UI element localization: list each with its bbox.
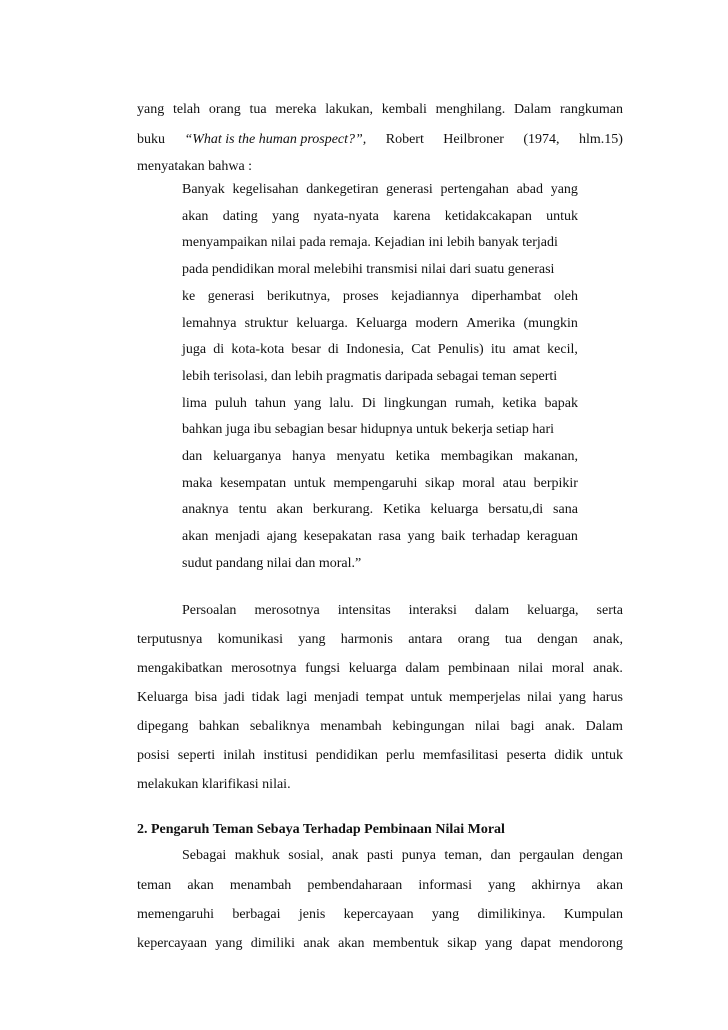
word: sana <box>553 502 578 517</box>
para2-line-1 <box>182 846 623 866</box>
text: lebih terisolasi, dan lebih pragmatis daripada sebagai teman seperti <box>182 369 558 384</box>
word: rasa <box>378 529 401 544</box>
word: berikutnya, <box>266 289 331 304</box>
word: yang <box>488 878 516 893</box>
para2-line-3 <box>137 905 623 925</box>
word: Keluarga <box>356 316 408 331</box>
word: Di <box>361 396 376 411</box>
word: orang <box>457 632 490 647</box>
word: yang <box>294 396 322 411</box>
word: bisa <box>194 690 218 705</box>
word: makanan, <box>523 449 578 464</box>
word: keluarga, <box>527 603 579 618</box>
word: yang <box>407 529 435 544</box>
word: tahun <box>254 396 286 411</box>
word: kesepakatan <box>303 529 372 544</box>
word: keluarga <box>348 661 397 676</box>
word: yang <box>215 936 243 951</box>
word: kegelisahan <box>232 182 299 197</box>
word: Dalam <box>513 102 552 117</box>
word: membentuk <box>372 936 439 951</box>
word: membagikan <box>440 449 514 464</box>
word: akan <box>182 209 209 224</box>
word: puluh <box>214 396 247 411</box>
word: menjadi <box>214 529 261 544</box>
word: struktur <box>244 316 289 331</box>
word: yang <box>431 907 460 922</box>
word: anak. <box>593 661 623 676</box>
word: moral <box>462 476 495 491</box>
word: dimiliki <box>250 936 296 951</box>
para2-line-2 <box>137 876 623 896</box>
word: menghilang. <box>435 102 506 117</box>
word: berpikir <box>533 476 578 491</box>
word: keluarga <box>430 502 479 517</box>
word: merosotnya <box>254 603 320 618</box>
word: dankegetiran <box>306 182 379 197</box>
word: bersatu,di <box>488 502 544 517</box>
word: ketika <box>395 449 430 464</box>
word: komunikasi <box>217 632 283 647</box>
word: dapat <box>520 936 551 951</box>
word: lagi <box>286 690 308 705</box>
word: informasi <box>418 878 473 893</box>
word: Indonesia, <box>346 342 405 357</box>
word: akan <box>187 878 214 893</box>
word: Cat <box>411 342 431 357</box>
word: baik <box>441 529 466 544</box>
quote-line-6 <box>182 314 578 334</box>
word: kecil, <box>547 342 578 357</box>
para1-line-1 <box>182 601 623 621</box>
word: yang <box>272 209 300 224</box>
word: yang <box>558 690 586 705</box>
word: untuk <box>546 209 578 224</box>
word: terhadap <box>471 529 521 544</box>
word: memengaruhi <box>137 907 214 922</box>
word: anaknya <box>182 502 229 517</box>
text: menyatakan bahwa : <box>137 159 253 174</box>
word: akhirnya <box>531 878 581 893</box>
word: merosotnya <box>231 661 297 676</box>
word: generasi <box>386 182 433 197</box>
word: kebingungan <box>392 719 465 734</box>
intro-line-2 <box>137 130 623 150</box>
word: telah <box>172 102 201 117</box>
word: Amerika <box>466 316 516 331</box>
word: dengan <box>537 632 578 647</box>
word: yang <box>485 936 513 951</box>
word: teman, <box>444 848 483 863</box>
word: sosial, <box>288 848 324 863</box>
text: bahkan juga ibu sebagian besar hidupnya untuk bekerja setiap hari <box>182 422 555 437</box>
quote-line-9 <box>182 394 578 414</box>
word: akan <box>182 529 209 544</box>
word: punya <box>401 848 436 863</box>
word: oleh <box>553 289 578 304</box>
word: kepercayaan <box>343 907 414 922</box>
word: generasi <box>207 289 255 304</box>
word: lingkungan <box>383 396 447 411</box>
word: jadi <box>223 690 245 705</box>
book-title: “What is the human prospect?”, <box>184 132 367 147</box>
word: rangkuman <box>559 102 623 117</box>
word: menambah <box>320 719 382 734</box>
word: hanya <box>292 449 326 464</box>
word: untuk <box>591 748 623 763</box>
intro-line-3 <box>137 157 623 177</box>
word: serta <box>596 603 623 618</box>
quote-line-8 <box>182 367 578 387</box>
word: Sebagai <box>182 848 227 863</box>
word: kepercayaan <box>137 936 207 951</box>
word: dan <box>490 848 511 863</box>
word: Heilbroner <box>443 132 504 147</box>
quote-line-1 <box>182 180 578 200</box>
word: nilai <box>475 719 500 734</box>
word: memfasilitasi <box>422 748 499 763</box>
word: nilai <box>518 661 544 676</box>
word: makhuk <box>234 848 280 863</box>
word: proses <box>342 289 379 304</box>
word: atau <box>502 476 526 491</box>
quote-line-14 <box>182 527 578 547</box>
para1-line-2 <box>137 630 623 650</box>
word: Robert <box>385 132 424 147</box>
text: menyampaikan nilai pada remaja. Kejadian ini lebih banyak terjadi <box>182 235 558 250</box>
word: terputusnya <box>137 632 203 647</box>
word: menambah <box>229 878 292 893</box>
word: lemahnya <box>182 316 237 331</box>
word: bahkan <box>198 719 240 734</box>
word: tidak <box>251 690 280 705</box>
word: Banyak <box>182 182 225 197</box>
word: Kumpulan <box>563 907 623 922</box>
word: mendorong <box>559 936 623 951</box>
word: ke <box>182 289 196 304</box>
word: (mungkin <box>523 316 578 331</box>
word: tua <box>504 632 522 647</box>
para1-line-7 <box>137 775 623 795</box>
word: lalu. <box>329 396 354 411</box>
word: dating <box>222 209 258 224</box>
word: inilah <box>223 748 256 763</box>
word: mengakibatkan <box>137 661 223 676</box>
word: tentu <box>238 502 267 517</box>
para2-line-4 <box>137 934 623 954</box>
word: jenis <box>298 907 326 922</box>
word: juga <box>182 342 207 357</box>
word: intensitas <box>337 603 391 618</box>
word: itu <box>490 342 506 357</box>
word: pasti <box>366 848 394 863</box>
word: amat <box>512 342 540 357</box>
word: menyatu <box>336 449 385 464</box>
word: dan <box>182 449 203 464</box>
para1-line-5 <box>137 717 623 737</box>
word: lakukan, <box>325 102 374 117</box>
word: yang <box>298 632 326 647</box>
word: modern <box>415 316 459 331</box>
word: Ketika <box>383 502 421 517</box>
para1-line-4 <box>137 688 623 708</box>
word: karena <box>393 209 431 224</box>
word: anak <box>332 848 359 863</box>
word: kesempatan <box>220 476 287 491</box>
word: pembinaan <box>448 661 510 676</box>
word: nyata-nyata <box>313 209 379 224</box>
word: antara <box>408 632 443 647</box>
word: sikap <box>425 476 455 491</box>
word: diperhambat <box>471 289 542 304</box>
word: moral <box>551 661 585 676</box>
word: dimilikinya. <box>477 907 546 922</box>
word: bapak <box>544 396 578 411</box>
word: buku <box>137 132 165 147</box>
word: (1974, <box>523 132 560 147</box>
word: dalam <box>405 661 440 676</box>
word: hlm.15) <box>579 132 623 147</box>
word: Dalam <box>585 719 623 734</box>
word: di <box>328 342 339 357</box>
word: tua <box>249 102 267 117</box>
quote-line-13 <box>182 500 578 520</box>
word: Keluarga <box>137 690 189 705</box>
word: untuk <box>410 690 443 705</box>
word: dipegang <box>137 719 189 734</box>
word: memperjelas <box>448 690 521 705</box>
section-heading: 2. Pengaruh Teman Sebaya Terhadap Pembinaan Nilai Moral <box>137 822 505 837</box>
word: sebaliknya <box>249 719 310 734</box>
word: perlu <box>386 748 415 763</box>
quote-line-15 <box>182 554 578 574</box>
word: mempengaruhi <box>333 476 418 491</box>
word: posisi <box>137 748 170 763</box>
word: anak. <box>545 719 576 734</box>
quote-line-7 <box>182 340 578 360</box>
word: berkurang. <box>312 502 374 517</box>
word: bagi <box>510 719 535 734</box>
intro-line-1 <box>137 100 623 120</box>
word: fungsi <box>305 661 341 676</box>
word: nilai <box>527 690 553 705</box>
word: abad <box>516 182 544 197</box>
word: pertengahan <box>440 182 509 197</box>
quote-line-2 <box>182 207 578 227</box>
word: akan <box>338 936 365 951</box>
quote-line-4 <box>182 260 578 280</box>
word: berbagai <box>232 907 281 922</box>
word: mereka <box>275 102 317 117</box>
word: akan <box>276 502 303 517</box>
quote-line-5 <box>182 287 578 307</box>
word: yang <box>550 182 578 197</box>
word: orang <box>208 102 241 117</box>
word: pembendaharaan <box>307 878 403 893</box>
quote-line-12 <box>182 474 578 494</box>
word: ajang <box>266 529 297 544</box>
word: ketika <box>502 396 537 411</box>
text: melakukan klarifikasi nilai. <box>137 777 291 792</box>
word: sikap <box>447 936 477 951</box>
word: ketidakcakapan <box>444 209 532 224</box>
word: di <box>213 342 225 357</box>
word: menjadi <box>313 690 360 705</box>
word: Persoalan <box>182 603 237 618</box>
text: sudut pandang nilai dan moral.” <box>182 556 362 571</box>
word: akan <box>596 878 623 893</box>
word: harmonis <box>340 632 393 647</box>
quote-line-11 <box>182 447 578 467</box>
word: dalam <box>474 603 510 618</box>
word: kota-kota <box>231 342 285 357</box>
word: untuk <box>293 476 326 491</box>
word: pergaulan <box>519 848 575 863</box>
word: institusi <box>263 748 308 763</box>
word: keraguan <box>526 529 578 544</box>
word: tempat <box>365 690 404 705</box>
word: keluarga. <box>296 316 348 331</box>
word: keluarganya <box>213 449 282 464</box>
para1-line-6 <box>137 746 623 766</box>
word: dengan <box>582 848 623 863</box>
para1-line-3 <box>137 659 623 679</box>
word: maka <box>182 476 213 491</box>
word: rumah, <box>454 396 495 411</box>
word: kembali <box>381 102 427 117</box>
word: seperti <box>177 748 216 763</box>
quote-line-3 <box>182 233 578 253</box>
quote-line-10 <box>182 420 578 440</box>
text: pada pendidikan moral melebihi transmisi nilai dari suatu generasi <box>182 262 555 277</box>
word: lima <box>182 396 207 411</box>
word: anak, <box>593 632 623 647</box>
word: teman <box>137 878 172 893</box>
word: kejadiannya <box>391 289 459 304</box>
word: didik <box>554 748 583 763</box>
word: yang <box>137 102 165 117</box>
word: besar <box>291 342 321 357</box>
word: anak <box>303 936 330 951</box>
word: harus <box>592 690 623 705</box>
word: pendidikan <box>315 748 378 763</box>
word: peserta <box>506 748 547 763</box>
word: Penulis) <box>437 342 484 357</box>
word: interaksi <box>408 603 457 618</box>
